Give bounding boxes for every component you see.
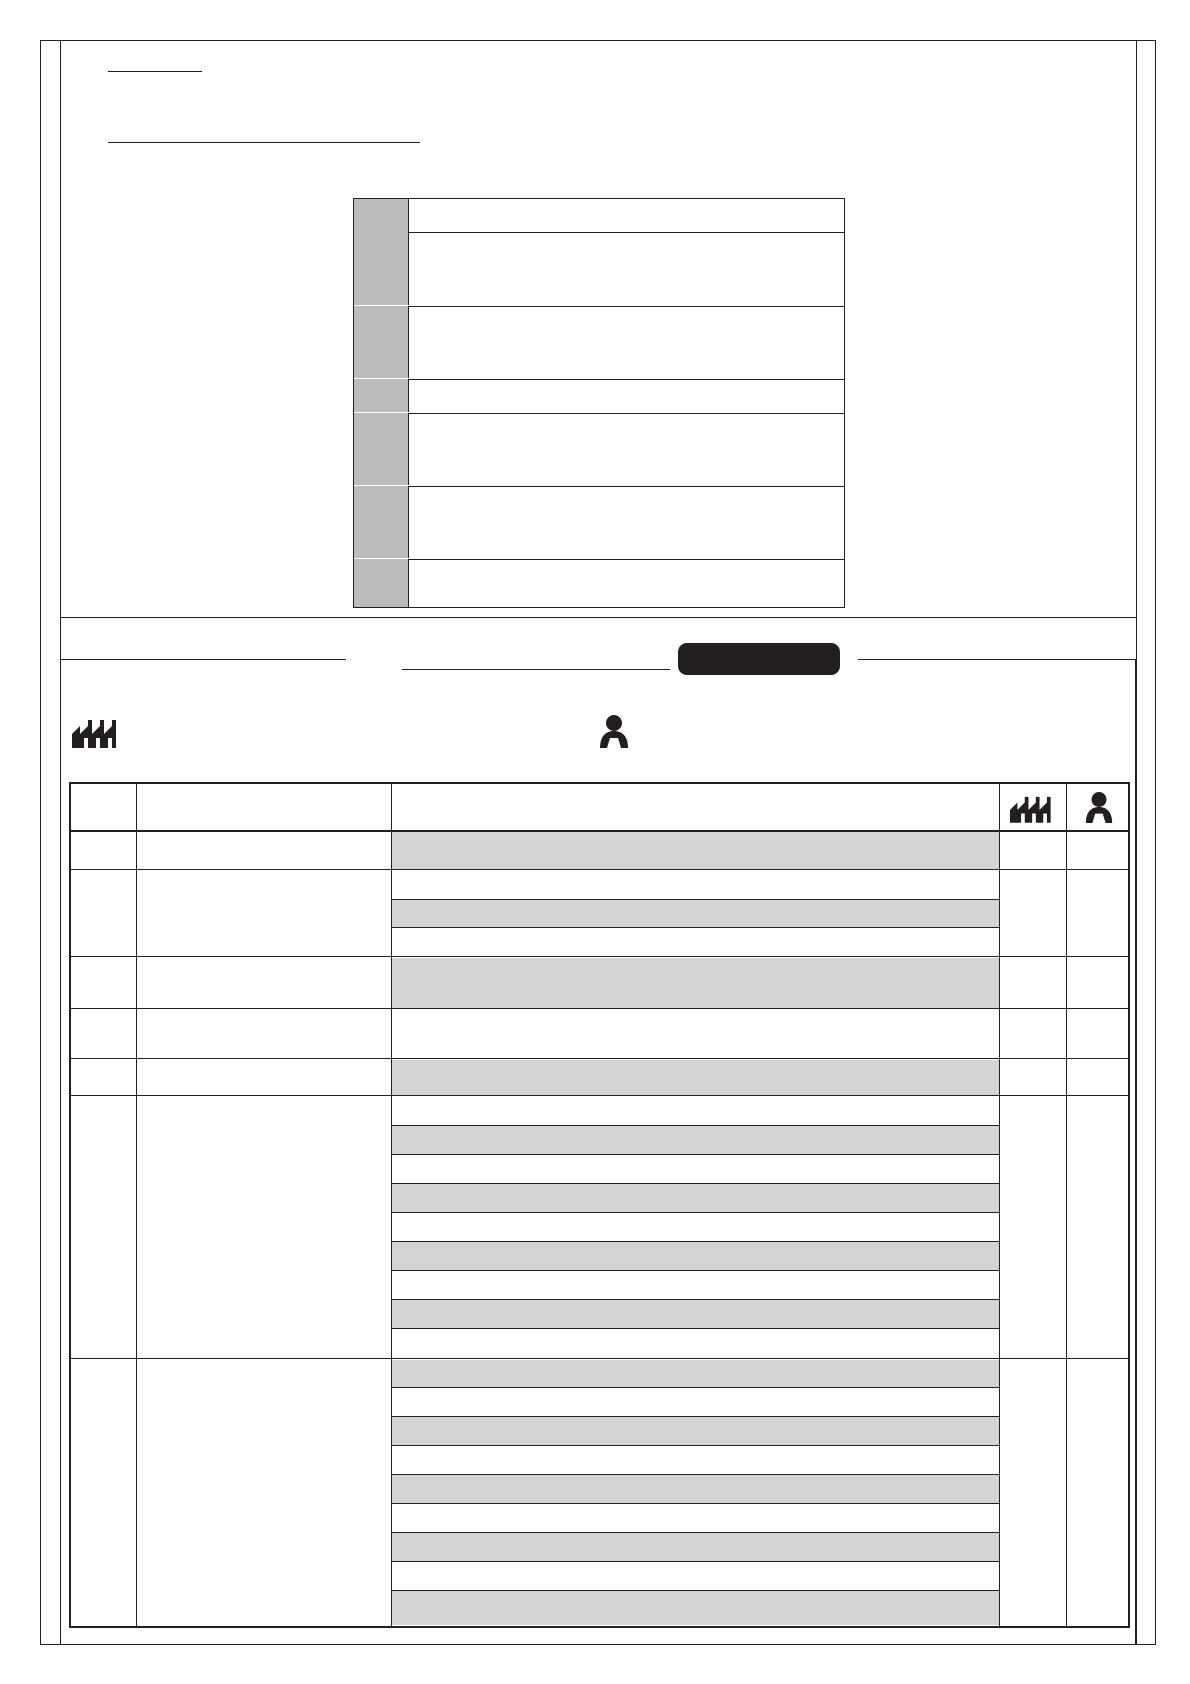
description-line [392, 1562, 999, 1591]
group-separator [71, 1095, 1128, 1096]
group-separator [71, 1358, 1128, 1359]
subtitle-underline [108, 142, 420, 143]
description-line [392, 1504, 999, 1533]
legend-table [353, 198, 845, 608]
row-item [137, 871, 391, 956]
description-line [392, 1446, 999, 1475]
frame-inner-right-rule [1136, 40, 1137, 1645]
row-item [137, 832, 391, 869]
person-icon [1084, 791, 1114, 823]
page-title [108, 50, 202, 70]
description-line [392, 1097, 999, 1126]
description-block [392, 1097, 999, 1358]
row-number [71, 832, 136, 869]
legend-row [354, 559, 844, 607]
legend-key [354, 413, 409, 485]
row-item [137, 1010, 391, 1058]
row-number [71, 1010, 136, 1058]
legend-key [354, 379, 409, 412]
legend-row [354, 486, 844, 560]
row-item [137, 1360, 391, 1625]
description-line [392, 1329, 999, 1358]
legend-key [354, 232, 409, 305]
description-line [392, 1533, 999, 1562]
legend-row [354, 232, 844, 307]
legend-key [354, 559, 409, 607]
row-number [71, 1060, 136, 1095]
description-line [392, 1417, 999, 1446]
group-separator [71, 1008, 1128, 1009]
legend-row [354, 413, 844, 487]
row-number [71, 958, 136, 1008]
description-line [392, 1060, 999, 1095]
description-line [392, 1213, 999, 1242]
description-line [392, 1010, 999, 1058]
main-table [69, 782, 1130, 1628]
page-subtitle [108, 120, 420, 140]
description-line [392, 1155, 999, 1184]
description-line [392, 1591, 999, 1625]
group-separator [71, 956, 1128, 957]
row-number [71, 1097, 136, 1358]
header-description [392, 784, 999, 831]
description-line [392, 900, 999, 928]
description-line [392, 958, 999, 1008]
section-pill [678, 643, 840, 675]
row-number [71, 1360, 136, 1625]
legend-row [354, 199, 844, 233]
factory-icon [1010, 793, 1058, 823]
description-line [392, 1271, 999, 1300]
legend-key [354, 199, 409, 232]
legend-row [354, 379, 844, 414]
section-heading [402, 647, 670, 667]
row-item [137, 1097, 391, 1358]
panel-top-rule-right [858, 659, 1136, 660]
row-item [137, 1060, 391, 1095]
legend-row [354, 306, 844, 380]
description-block [392, 871, 999, 956]
description-line [392, 928, 999, 956]
factory-icon [72, 716, 124, 748]
col-divider [999, 784, 1000, 1626]
description-line [392, 1126, 999, 1155]
person-icon [598, 714, 630, 748]
group-separator [71, 869, 1128, 870]
header-item [137, 784, 391, 831]
section-heading-underline [402, 669, 670, 670]
title-underline [108, 71, 202, 72]
header-no [71, 784, 136, 831]
description-line [392, 1475, 999, 1504]
description-line [392, 1184, 999, 1213]
col-divider [1066, 784, 1067, 1626]
legend-key [354, 306, 409, 378]
group-separator [71, 1058, 1128, 1059]
description-line [392, 1388, 999, 1417]
description-line [392, 1300, 999, 1329]
description-line [392, 832, 999, 869]
description-block [392, 1360, 999, 1625]
description-line [392, 871, 999, 900]
description-line [392, 1242, 999, 1271]
panel-top-rule-left [60, 659, 346, 660]
description-line [392, 1360, 999, 1388]
row-number [71, 871, 136, 956]
legend-key [354, 486, 409, 558]
row-item [137, 958, 391, 1008]
